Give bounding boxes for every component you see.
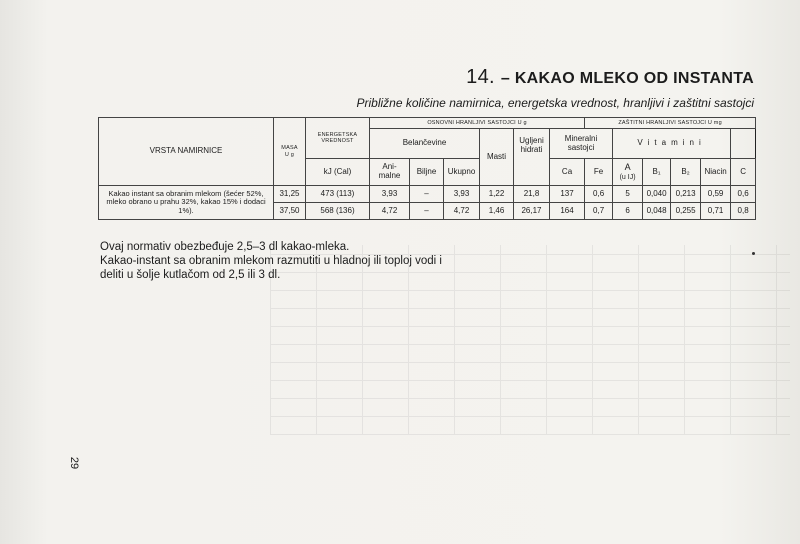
cell-masti: 1,22 bbox=[480, 186, 514, 203]
page-subtitle: Približne količine namirnica, energetska vrednost, hranljivi i zaštitni sastojci bbox=[356, 96, 754, 110]
cell-energy: 473 (113) bbox=[306, 186, 370, 203]
note-line-1: Ovaj normativ obezbeđuje 2,5–3 dl kakao-mleka. bbox=[100, 241, 350, 253]
title-number: 14. bbox=[466, 66, 495, 88]
header-belancevine: Belančevine bbox=[370, 129, 480, 159]
header-niacin: Niacin bbox=[701, 159, 731, 186]
cell-animalne: 3,93 bbox=[370, 186, 410, 203]
header-b1: B₁ bbox=[643, 159, 671, 186]
cell-energy: 568 (136) bbox=[306, 203, 370, 220]
header-energetska: ENERGETSKA VREDNOST bbox=[306, 118, 370, 159]
item-name: Kakao instant sa obranim mlekom (šećer 52%, mleko obrano u prahu 32%, kakao 15% i dodaci 1%). bbox=[99, 186, 274, 220]
page-title bbox=[466, 66, 754, 89]
cell-c: 0,6 bbox=[731, 186, 756, 203]
header-fe: Fe bbox=[585, 159, 613, 186]
header-osnovni: OSNOVNI HRANLJIVI SASTOJCI U g bbox=[370, 118, 585, 129]
recipe-note bbox=[100, 240, 460, 282]
header-ugljeni: Ugljeni hidrati bbox=[514, 129, 550, 186]
header-kj-cal: kJ (Cal) bbox=[306, 159, 370, 186]
cell-b2: 0,213 bbox=[671, 186, 701, 203]
cell-niacin: 0,71 bbox=[701, 203, 731, 220]
header-animalne: Ani- malne bbox=[370, 159, 410, 186]
cell-fe: 0,6 bbox=[585, 186, 613, 203]
header-zastitni: ZAŠTITNI HRANLJIVI SASTOJCI U mg bbox=[585, 118, 756, 129]
cell-animalne: 4,72 bbox=[370, 203, 410, 220]
header-masa: MASA U g bbox=[274, 118, 306, 186]
cell-masa: 31,25 bbox=[274, 186, 306, 203]
cell-vitamin-a: 6 bbox=[613, 203, 643, 220]
cell-biljne: – bbox=[410, 186, 444, 203]
cell-ca: 164 bbox=[550, 203, 585, 220]
cell-b1: 0,048 bbox=[643, 203, 671, 220]
cell-b1: 0,040 bbox=[643, 186, 671, 203]
cell-masa: 37,50 bbox=[274, 203, 306, 220]
header-vitamin-a: A (u IJ) bbox=[613, 159, 643, 186]
speck bbox=[752, 252, 755, 255]
header-b2: B₂ bbox=[671, 159, 701, 186]
cell-vitamin-a: 5 bbox=[613, 186, 643, 203]
nutrition-table bbox=[98, 117, 756, 220]
cell-ugljeni: 21,8 bbox=[514, 186, 550, 203]
cell-ugljeni: 26,17 bbox=[514, 203, 550, 220]
note-line-2: Kakao-instant sa obranim mlekom razmutiti u hladnoj ili toploj vodi i deliti u šolje kutlačom od 2,5 ili 3 dl. bbox=[100, 255, 442, 281]
header-vitamini: Vitamini bbox=[613, 129, 731, 159]
table-row bbox=[99, 186, 756, 203]
page-number: 29 bbox=[68, 456, 81, 470]
header-vrsta: VRSTA NAMIRNICE bbox=[99, 118, 274, 186]
cell-niacin: 0,59 bbox=[701, 186, 731, 203]
cell-c: 0,8 bbox=[731, 203, 756, 220]
cell-masti: 1,46 bbox=[480, 203, 514, 220]
title-text: – KAKAO MLEKO OD INSTANTA bbox=[500, 70, 754, 87]
header-ukupno: Ukupno bbox=[444, 159, 480, 186]
cell-fe: 0,7 bbox=[585, 203, 613, 220]
header-biljne: Biljne bbox=[410, 159, 444, 186]
cell-biljne: – bbox=[410, 203, 444, 220]
header-c: C bbox=[731, 159, 756, 186]
cell-b2: 0,255 bbox=[671, 203, 701, 220]
cell-ukupno: 3,93 bbox=[444, 186, 480, 203]
cell-ukupno: 4,72 bbox=[444, 203, 480, 220]
header-mineralni: Mineralni sastojci bbox=[550, 129, 613, 159]
cell-ca: 137 bbox=[550, 186, 585, 203]
header-masti: Masti bbox=[480, 129, 514, 186]
header-ca: Ca bbox=[550, 159, 585, 186]
